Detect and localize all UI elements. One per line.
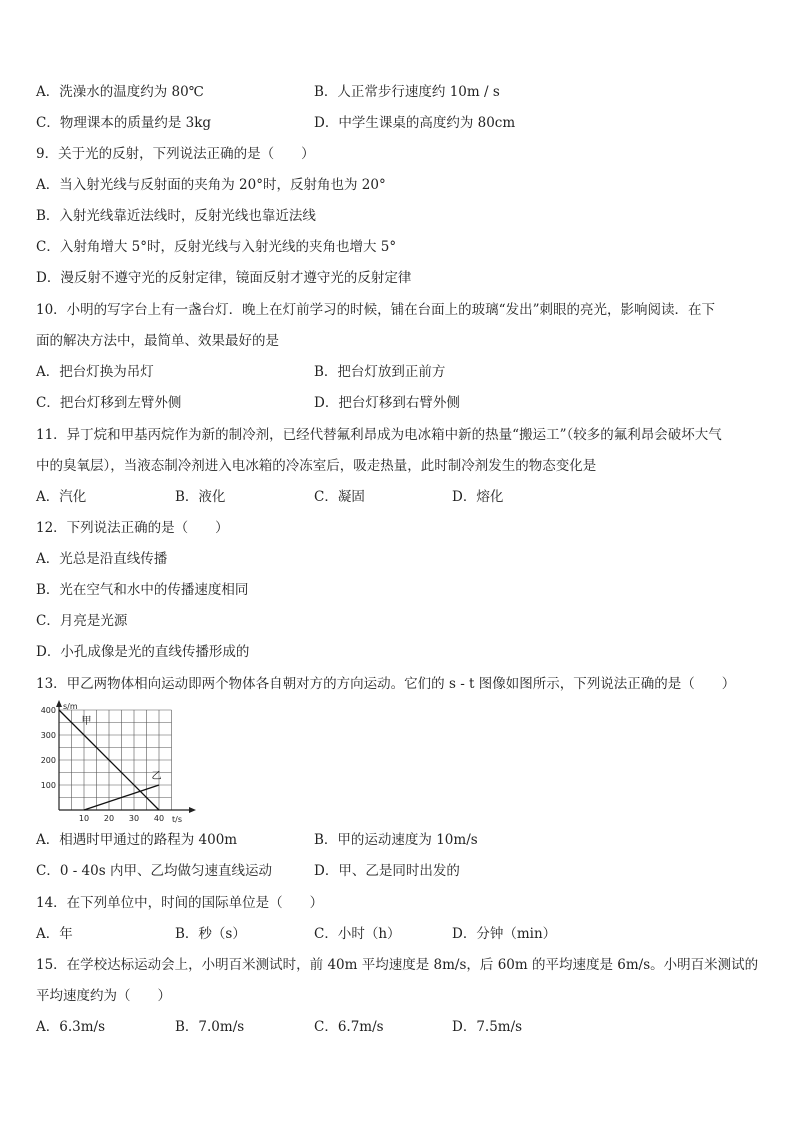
q15-stem-line2: 平均速度约为（ ）	[36, 988, 171, 1004]
y-axis-label: s/m	[63, 702, 78, 711]
q8-option-b: B．人正常步行速度约 10m / s	[314, 84, 500, 100]
q9-option-d: D．漫反射不遵守光的反射定律，镜面反射才遵守光的反射定律	[36, 270, 412, 286]
q11-stem-line1: 11．异丁烷和甲基丙烷作为新的制冷剂，已经代替氟利昂成为电冰箱中新的热量“搬运工”（较多的氟利昂会破坏大气	[36, 427, 722, 443]
y-tick-label: 200	[40, 756, 56, 765]
q11-option-a: A．汽化	[36, 489, 87, 505]
q10-option-c: C．把台灯移到左臂外侧	[36, 395, 182, 411]
q9-option-b: B．入射光线靠近法线时，反射光线也靠近法线	[36, 208, 316, 224]
q13-option-a: A．相遇时甲通过的路程为 400m	[36, 832, 238, 848]
q11-option-d: D．熔化	[452, 489, 504, 505]
q15-option-d: D．7.5m/s	[452, 1019, 523, 1035]
q12-option-d: D．小孔成像是光的直线传播形成的	[36, 644, 250, 660]
q12-option-b: B．光在空气和水中的传播速度相同	[36, 582, 249, 598]
q12-option-a: A．光总是沿直线传播	[36, 551, 168, 567]
q9-option-a: A．当入射光线与反射面的夹角为 20°时，反射角也为 20°	[36, 177, 386, 193]
x-tick-label: 10	[78, 814, 90, 823]
q9-option-c: C．入射角增大 5°时，反射光线与入射光线的夹角也增大 5°	[36, 239, 397, 255]
series-label-yi: 乙	[151, 770, 162, 782]
x-tick-label: 30	[128, 814, 140, 823]
q10-stem-line1: 10．小明的写字台上有一盏台灯．晚上在灯前学习的时候，铺在台面上的玻璃“发出”刺眼的亮光，影响阅读．在下	[36, 302, 715, 318]
q8-option-a: A．洗澡水的温度约为 80℃	[36, 84, 204, 100]
q11-option-b: B．液化	[175, 489, 226, 505]
y-axis-arrow	[56, 700, 62, 707]
y-tick-label: 100	[40, 781, 56, 790]
q13-option-b: B．甲的运动速度为 10m/s	[314, 832, 478, 848]
y-tick-label: 300	[40, 731, 56, 740]
x-tick-label: 40	[153, 814, 165, 823]
y-tick-label: 400	[40, 706, 56, 715]
q10-stem-line2: 面的解决方法中，最简单、效果最好的是	[36, 333, 279, 349]
q12-option-c: C．月亮是光源	[36, 613, 128, 629]
x-axis-label: t/s	[172, 815, 182, 824]
q14-option-a: A．年	[36, 926, 73, 942]
q8-option-d: D．中学生课桌的高度约为 80cm	[314, 115, 516, 131]
q13-stem: 13．甲乙两物体相向运动即两个物体各自朝对方的方向运动。它们的 s - t 图像如图所示，下列说法正确的是（ ）	[36, 676, 736, 692]
q13-option-d: D．甲、乙是同时出发的	[314, 863, 460, 879]
q11-stem-line2: 中的臭氧层），当液态制冷剂进入电冰箱的冷冻室后，吸走热量，此时制冷剂发生的物态变化是	[36, 458, 597, 474]
series-label-jia: 甲	[81, 715, 92, 727]
q12-stem: 12．下列说法正确的是（ ）	[36, 520, 229, 536]
q11-option-c: C．凝固	[314, 489, 365, 505]
graph-grid	[59, 710, 172, 810]
q9-stem: 9．关于光的反射，下列说法正确的是（ ）	[36, 146, 315, 162]
q15-option-c: C．6.7m/s	[314, 1019, 384, 1035]
q15-option-a: A．6.3m/s	[36, 1019, 105, 1035]
q15-option-b: B．7.0m/s	[175, 1019, 245, 1035]
q10-option-b: B．把台灯放到正前方	[314, 364, 446, 380]
q13-option-c: C．0 - 40s 内甲、乙均做匀速直线运动	[36, 863, 272, 879]
q15-stem-line1: 15．在学校达标运动会上，小明百米测试时，前 40m 平均速度是 8m/s，后 60m 的平均速度是 6m/s。小明百米测试的	[36, 957, 759, 973]
x-axis-arrow	[189, 807, 196, 813]
q8-option-c: C．物理课本的质量约是 3kg	[36, 115, 212, 131]
s-t-graph	[32, 700, 202, 826]
x-tick-label: 20	[103, 814, 115, 823]
q14-option-b: B．秒（s）	[175, 926, 246, 942]
q10-option-a: A．把台灯换为吊灯	[36, 364, 154, 380]
q14-option-d: D．分钟（min）	[452, 926, 557, 942]
q14-stem: 14．在下列单位中，时间的国际单位是（ ）	[36, 895, 324, 911]
q10-option-d: D．把台灯移到右臂外侧	[314, 395, 460, 411]
q14-option-c: C．小时（h）	[314, 926, 401, 942]
